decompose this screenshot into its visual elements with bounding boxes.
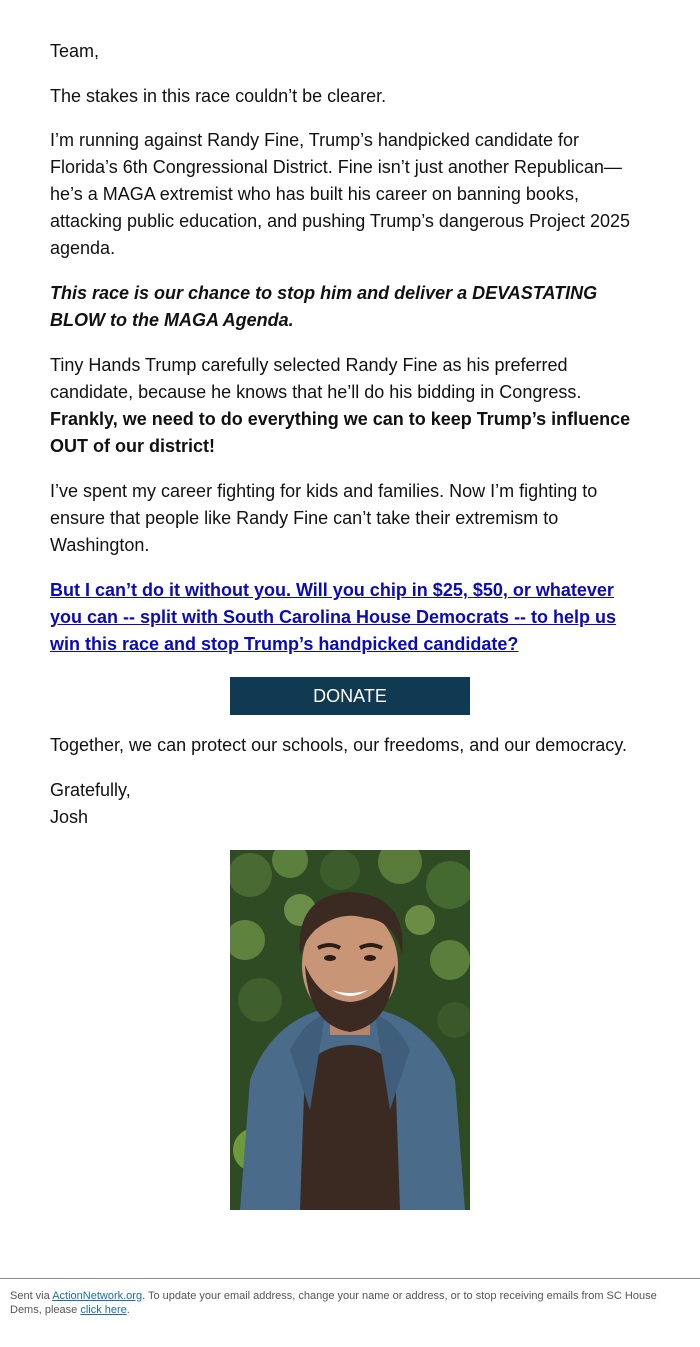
together-paragraph: Together, we can protect our schools, our freedoms, and our democracy. bbox=[50, 735, 627, 755]
unsubscribe-link[interactable]: click here bbox=[80, 1304, 127, 1316]
tiny-hands-paragraph bbox=[50, 352, 650, 460]
greeting: Team, bbox=[50, 41, 100, 61]
closing-text: Gratefully, bbox=[50, 780, 131, 800]
donate-ask-link[interactable]: But I can’t do it without you. Will you chip in $25, $50, or whatever you can -- split with South Carolina House Democrats -- to help us win this race and stop Trump’s handpicked candidate? bbox=[50, 580, 617, 654]
action-network-link[interactable]: ActionNetwork.org bbox=[52, 1290, 143, 1302]
footer bbox=[10, 1289, 670, 1317]
tiny-hands-bold: Frankly, we need to do everything we can to keep Trump’s influence OUT of our district! bbox=[50, 409, 631, 456]
candidate-photo bbox=[230, 850, 470, 1210]
running-paragraph: I’m running against Randy Fine, Trump’s handpicked candidate for Florida’s 6th Congressional District. Fine isn’t just another Republican—he’s a MAGA extremist who has built his career on banning books, attacking public education, and pushing Trump’s dangerous Project 2025 agenda. bbox=[50, 130, 631, 258]
closing-block bbox=[50, 777, 650, 831]
ask-paragraph bbox=[50, 577, 650, 658]
footer-suffix: . bbox=[126, 1304, 130, 1316]
tiny-hands-text: Tiny Hands Trump carefully selected Randy Fine as his preferred candidate, because he knows that he’ll do his bidding in Congress. bbox=[50, 355, 582, 402]
footer-divider bbox=[0, 1278, 700, 1279]
candidate-portrait-image bbox=[230, 850, 470, 1210]
chance-paragraph: This race is our chance to stop him and deliver a DEVASTATING BLOW to the MAGA Agenda. bbox=[50, 283, 598, 330]
signature: Josh bbox=[50, 807, 89, 827]
footer-prefix: Sent via bbox=[10, 1290, 53, 1302]
career-paragraph: I’ve spent my career fighting for kids and families. Now I’m fighting to ensure that people like Randy Fine can’t take their extremism to Washington. bbox=[50, 481, 598, 555]
donate-button[interactable]: DONATE bbox=[230, 677, 470, 715]
stakes-paragraph: The stakes in this race couldn’t be clearer. bbox=[50, 86, 387, 106]
footer-middle: . To update your email address, change your name or address, or to stop receiving emails from SC House Dems, please bbox=[10, 1290, 657, 1316]
